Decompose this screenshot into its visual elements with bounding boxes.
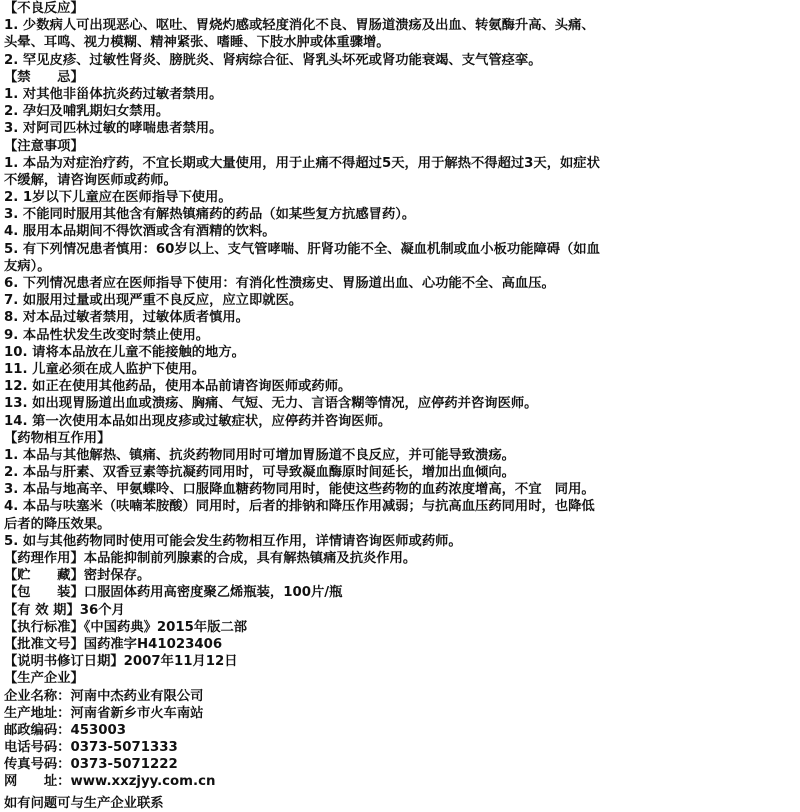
manufacturer-name: 企业名称：河南中杰药业有限公司 <box>4 688 204 704</box>
adverse-reactions-header: 【不良反应】 <box>4 1 84 16</box>
precautions-line: 12. 如正在使用其他药品，使用本品前请咨询医师或药师。 <box>4 379 352 395</box>
storage-row: 【贮 藏】密封保存。 <box>4 568 151 584</box>
precautions-line: 13. 如出现胃肠道出血或溃疡、胸痛、气短、无力、言语含糊等情况，应停药并咨询医师。 <box>4 396 538 412</box>
contraindications-header: 【禁 忌】 <box>4 69 84 85</box>
manufacturer-fax: 传真号码：0373-5071222 <box>4 757 178 773</box>
manufacturer-website: 网 址：www.xxzjyy.com.cn <box>4 774 216 790</box>
interactions-line: 后者的降压效果。 <box>4 516 111 532</box>
contraindications-line: 2. 孕妇及哺乳期妇女禁用。 <box>4 104 170 120</box>
interactions-line: 1. 本品与其他解热、镇痛、抗炎药物同用时可增加胃肠道不良反应，并可能导致溃疡。 <box>4 447 515 463</box>
pharmacology-row: 【药理作用】本品能抑制前列腺素的合成，具有解热镇痛及抗炎作用。 <box>4 551 417 566</box>
standard-row: 【执行标准】《中国药典》2015年版二部 <box>4 619 248 635</box>
manufacturer-address: 生产地址：河南省新乡市火车南站 <box>4 705 204 721</box>
precautions-line: 9. 本品性状发生改变时禁止使用。 <box>4 327 210 343</box>
contraindications-line: 3. 对阿司匹林过敏的哮喘患者禁用。 <box>4 121 223 137</box>
precautions-header: 【注意事项】 <box>4 138 84 154</box>
precautions-line: 10. 请将本品放在儿童不能接触的地方。 <box>4 344 245 360</box>
manufacturer-header: 【生产企业】 <box>4 671 84 687</box>
precautions-line: 14. 第一次使用本品如出现皮疹或过敏症状，应停药并咨询医师。 <box>4 413 392 429</box>
adverse-reactions-line: 头晕、耳鸣、视力模糊、精神紧张、嗜睡、下肢水肿或体重骤增。 <box>4 35 390 51</box>
shelf-life-row: 【有 效 期】36个月 <box>4 602 125 618</box>
manufacturer-phone: 电话号码：0373-5071333 <box>4 740 178 756</box>
adverse-reactions-line: 2. 罕见皮疹、过敏性肾炎、膀胱炎、肾病综合征、肾乳头坏死或肾功能衰竭、支气管痉挛。 <box>4 52 542 68</box>
precautions-line: 不缓解，请咨询医师或药师。 <box>4 172 177 188</box>
adverse-reactions-line: 1. 少数病人可出现恶心、呕吐、胃烧灼感或轻度消化不良、胃肠道溃疡及出血、转氨酶升高、头痛、 <box>4 18 595 34</box>
precautions-line: 11. 儿童必须在成人监护下使用。 <box>4 361 206 377</box>
interactions-header: 【药物相互作用】 <box>4 430 111 446</box>
precautions-line: 8. 对本品过敏者禁用，过敏体质者慎用。 <box>4 310 249 326</box>
precautions-line: 友病）。 <box>4 258 51 274</box>
precautions-line: 5. 有下列情况患者慎用：60岁以上、支气管哮喘、肝肾功能不全、凝血机制或血小板功能障碍（如血 <box>4 241 600 257</box>
footer-note: 如有问题可与生产企业联系 <box>4 795 164 811</box>
precautions-line: 6. 下列情况患者应在医师指导下使用：有消化性溃疡史、胃肠道出血、心功能不全、高血压。 <box>4 276 555 291</box>
approval-number-row: 【批准文号】国药准字H41023406 <box>4 636 223 652</box>
revision-date-row: 【说明书修订日期】2007年11月12日 <box>4 654 238 670</box>
interactions-line: 2. 本品与肝素、双香豆素等抗凝药同用时，可导致凝血酶原时间延长，增加出血倾向。 <box>4 465 515 481</box>
interactions-line: 4. 本品与呋塞米（呋喃苯胺酸）同用时，后者的排钠和降压作用减弱；与抗高血压药同用时，也降低 <box>4 499 595 515</box>
contraindications-line: 1. 对其他非甾体抗炎药过敏者禁用。 <box>4 86 223 102</box>
precautions-line: 7. 如服用过量或出现严重不良反应，应立即就医。 <box>4 293 303 309</box>
precautions-line: 3. 不能同时服用其他含有解热镇痛药的药品（如某些复方抗感冒药）。 <box>4 207 416 223</box>
leaflet-document <box>4 0 796 812</box>
precautions-line: 2. 1岁以下儿童应在医师指导下使用。 <box>4 190 232 206</box>
interactions-line: 5. 如与其他药物同时使用可能会发生药物相互作用，详情请咨询医师或药师。 <box>4 533 462 549</box>
precautions-line: 4. 服用本品期间不得饮酒或含有酒精的饮料。 <box>4 224 276 240</box>
precautions-line: 1. 本品为对症治疗药，不宜长期或大量使用，用于止痛不得超过5天，用于解热不得超过3天，如症状 <box>4 155 600 171</box>
manufacturer-postcode: 邮政编码：453003 <box>4 722 126 738</box>
interactions-line: 3. 本品与地高辛、甲氨蝶呤、口服降血糖药物同用时，能使这些药物的血药浓度增高，不宜 同用。 <box>4 482 595 498</box>
packaging-row: 【包 装】口服固体药用高密度聚乙烯瓶装，100片/瓶 <box>4 585 343 601</box>
